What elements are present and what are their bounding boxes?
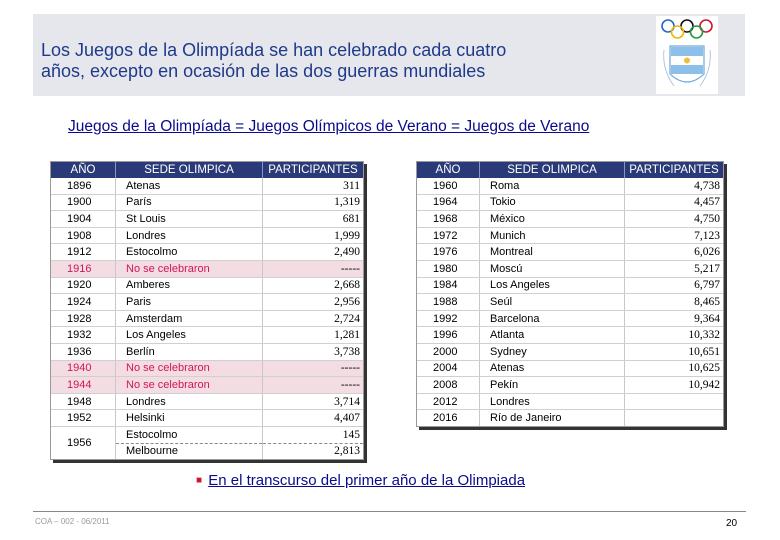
cell-year: 1948 bbox=[51, 393, 116, 410]
cell-year: 1920 bbox=[51, 277, 116, 294]
cell-year: 1952 bbox=[51, 410, 116, 427]
cell-participants: 6,026 bbox=[625, 244, 724, 261]
table-row bbox=[417, 343, 723, 360]
cell-year: 1976 bbox=[417, 244, 480, 261]
cell-participants: ----- bbox=[263, 360, 364, 377]
cell-participants: 10,332 bbox=[625, 327, 724, 344]
table-row-cancelled bbox=[51, 377, 363, 394]
cell-year: 2000 bbox=[417, 343, 480, 360]
cell-sede: Amberes bbox=[116, 277, 263, 294]
column-header-year: AÑO bbox=[417, 162, 480, 178]
cell-sede: Pekín bbox=[480, 377, 625, 394]
cell-participants: 8,465 bbox=[625, 294, 724, 311]
cell-sede: París bbox=[116, 194, 263, 211]
cell-year: 1904 bbox=[51, 211, 116, 228]
cell-participants: 2,813 bbox=[334, 445, 360, 458]
olympic-committee-logo bbox=[656, 16, 718, 94]
cell-participants: 2,668 bbox=[263, 277, 364, 294]
cell-year: 1924 bbox=[51, 294, 116, 311]
column-header-participants: PARTICIPANTES bbox=[625, 162, 724, 178]
cell-participants: ----- bbox=[263, 260, 364, 277]
cell-participants: 1,999 bbox=[263, 227, 364, 244]
table-row bbox=[51, 194, 363, 211]
cell-sede: Atlanta bbox=[480, 327, 625, 344]
cell-year: 2004 bbox=[417, 360, 480, 377]
table-row bbox=[417, 393, 723, 410]
table-row bbox=[51, 294, 363, 311]
table-row bbox=[51, 178, 363, 194]
footer-document-code: COA – 002 - 06/2011 bbox=[35, 517, 110, 526]
cell-participants: 4,750 bbox=[625, 211, 724, 228]
cell-participants: 2,724 bbox=[263, 310, 364, 327]
cell-participants: 2,490 bbox=[263, 244, 364, 261]
table-row bbox=[417, 277, 723, 294]
cell-year: 1908 bbox=[51, 227, 116, 244]
table-row bbox=[51, 227, 363, 244]
cell-participants: 10,625 bbox=[625, 360, 724, 377]
table-header-row bbox=[51, 162, 363, 178]
cell-year: 2008 bbox=[417, 377, 480, 394]
table-row bbox=[51, 211, 363, 228]
cell-year: 1972 bbox=[417, 227, 480, 244]
table-header-row bbox=[417, 162, 723, 178]
column-header-sede: SEDE OLIMPICA bbox=[480, 162, 625, 178]
cell-participants: 4,407 bbox=[263, 410, 364, 427]
cell-sede: Roma bbox=[480, 178, 625, 194]
cell-sede: Moscú bbox=[480, 260, 625, 277]
table-row bbox=[417, 294, 723, 311]
cell-year: 1936 bbox=[51, 343, 116, 360]
cell-year: 1928 bbox=[51, 310, 116, 327]
cell-year: 1944 bbox=[51, 377, 116, 394]
olympics-table-right bbox=[416, 161, 724, 427]
cell-sede: Amsterdam bbox=[116, 310, 263, 327]
cell-sede: No se celebraron bbox=[116, 260, 263, 277]
slide-title bbox=[41, 40, 641, 82]
footer-divider bbox=[33, 511, 746, 512]
table-row-cancelled bbox=[51, 360, 363, 377]
bullet-square-icon: ■ bbox=[196, 475, 203, 486]
cell-sede: Barcelona bbox=[480, 310, 625, 327]
cell-participants: 4,457 bbox=[625, 194, 724, 211]
table-row bbox=[417, 377, 723, 394]
column-header-participants: PARTICIPANTES bbox=[263, 162, 364, 178]
cell-year: 1940 bbox=[51, 360, 116, 377]
cell-year: 1984 bbox=[417, 277, 480, 294]
cell-year: 1996 bbox=[417, 327, 480, 344]
cell-participants bbox=[625, 393, 724, 410]
cell-participants: 5,217 bbox=[625, 260, 724, 277]
table-row-cancelled bbox=[51, 260, 363, 277]
bullet-text: En el transcurso del primer año de la Olimpiada bbox=[208, 472, 526, 489]
cell-sede: No se celebraron bbox=[116, 360, 263, 377]
table-row bbox=[417, 227, 723, 244]
cell-participants: 4,738 bbox=[625, 178, 724, 194]
cell-sede: Londres bbox=[116, 393, 263, 410]
cell-sede: Sydney bbox=[480, 343, 625, 360]
cell-sede: Londres bbox=[480, 393, 625, 410]
table-row bbox=[417, 244, 723, 261]
cell-sede: Los Angeles bbox=[116, 327, 263, 344]
cell-year: 1964 bbox=[417, 194, 480, 211]
cell-year: 2016 bbox=[417, 410, 480, 426]
cell-year: 1956 bbox=[51, 426, 116, 459]
cell-participants: 7,123 bbox=[625, 227, 724, 244]
cell-participants: 3,738 bbox=[263, 343, 364, 360]
bullet-point bbox=[196, 472, 525, 489]
cell-sede: Berlín bbox=[116, 343, 263, 360]
cell-participants: 9,364 bbox=[625, 310, 724, 327]
olympic-rings-icon bbox=[658, 18, 716, 40]
cell-participants: 681 bbox=[263, 211, 364, 228]
cell-participants: 2,956 bbox=[263, 294, 364, 311]
cell-participants: 1,281 bbox=[263, 327, 364, 344]
olympics-table-left bbox=[50, 161, 364, 460]
cell-year: 1992 bbox=[417, 310, 480, 327]
cell-sede: Atenas bbox=[116, 178, 263, 194]
cell-participants: 145 bbox=[263, 426, 364, 443]
cell-sede: Río de Janeiro bbox=[480, 410, 625, 426]
column-header-year: AÑO bbox=[51, 162, 116, 178]
table-row bbox=[417, 260, 723, 277]
table-row bbox=[51, 393, 363, 410]
table-row bbox=[417, 194, 723, 211]
cell-sede: Montreal bbox=[480, 244, 625, 261]
cell-sede: Londres bbox=[116, 227, 263, 244]
table-row bbox=[417, 310, 723, 327]
page-number: 20 bbox=[726, 518, 738, 529]
table-row bbox=[51, 410, 363, 427]
cell-year: 2012 bbox=[417, 393, 480, 410]
cell-sede: México bbox=[480, 211, 625, 228]
table-row bbox=[417, 360, 723, 377]
table-row bbox=[51, 343, 363, 360]
cell-participants: 10,942 bbox=[625, 377, 724, 394]
argentina-flag-emblem-icon bbox=[662, 40, 712, 92]
cell-participants: 6,797 bbox=[625, 277, 724, 294]
cell-sede: Estocolmo bbox=[116, 244, 263, 261]
slide-title-line-1: Los Juegos de la Olimpíada se han celebrado cada cuatro bbox=[41, 40, 507, 60]
cell-sede: Melbourne bbox=[116, 443, 263, 459]
cell-participants bbox=[625, 410, 724, 426]
table-row bbox=[51, 244, 363, 261]
cell-year: 1932 bbox=[51, 327, 116, 344]
subtitle: Juegos de la Olimpíada = Juegos Olímpicos de Verano = Juegos de Verano bbox=[68, 118, 590, 135]
cell-sede: Tokio bbox=[480, 194, 625, 211]
cell-participants: 1,319 bbox=[263, 194, 364, 211]
cell-sede: Estocolmo bbox=[116, 426, 263, 443]
cell-sede: No se celebraron bbox=[116, 377, 263, 394]
cell-year: 1900 bbox=[51, 194, 116, 211]
cell-year: 1912 bbox=[51, 244, 116, 261]
cell-year: 1988 bbox=[417, 294, 480, 311]
table-row bbox=[51, 310, 363, 327]
table-row bbox=[417, 178, 723, 194]
table-row bbox=[417, 327, 723, 344]
cell-year: 1896 bbox=[51, 178, 116, 194]
cell-sede: Atenas bbox=[480, 360, 625, 377]
cell-sede: Helsinki bbox=[116, 410, 263, 427]
cell-participants: 3,714 bbox=[263, 393, 364, 410]
table-row bbox=[51, 327, 363, 344]
column-header-sede: SEDE OLIMPICA bbox=[116, 162, 263, 178]
cell-sede: Los Angeles bbox=[480, 277, 625, 294]
table-row bbox=[417, 410, 723, 426]
cell-year: 1968 bbox=[417, 211, 480, 228]
cell-participants: ----- bbox=[263, 377, 364, 394]
slide-title-line-2: años, excepto en ocasión de las dos guerras mundiales bbox=[41, 61, 486, 81]
cell-participants: 10,651 bbox=[625, 343, 724, 360]
table-row bbox=[51, 426, 363, 443]
cell-sede: St Louis bbox=[116, 211, 263, 228]
cell-sede: Munich bbox=[480, 227, 625, 244]
cell-participants: 311 bbox=[263, 178, 364, 194]
table-row bbox=[51, 277, 363, 294]
cell-sede: Seúl bbox=[480, 294, 625, 311]
cell-year: 1980 bbox=[417, 260, 480, 277]
cell-year: 1960 bbox=[417, 178, 480, 194]
cell-sede: Paris bbox=[116, 294, 263, 311]
table-row bbox=[417, 211, 723, 228]
cell-year: 1916 bbox=[51, 260, 116, 277]
